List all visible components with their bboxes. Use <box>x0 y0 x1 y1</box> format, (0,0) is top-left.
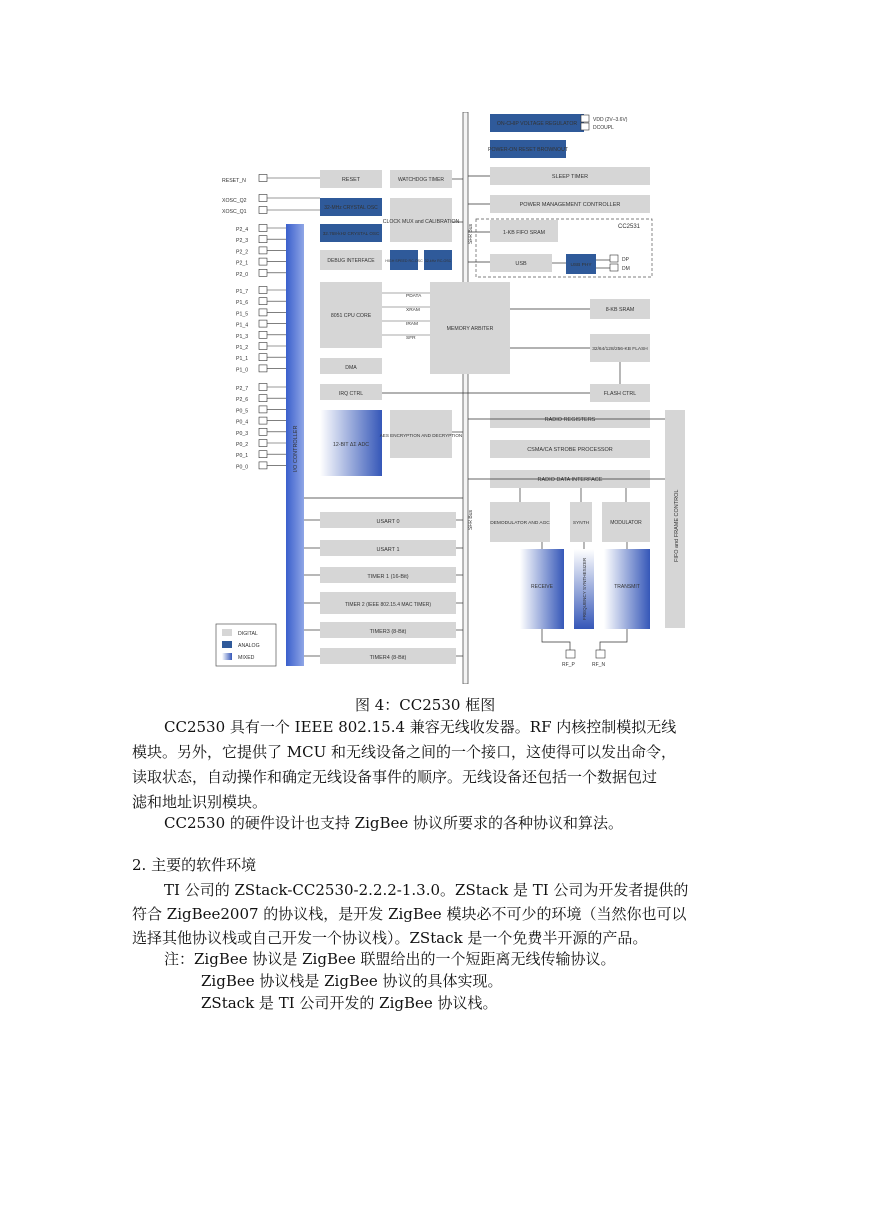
port-pin-label: P1_4 <box>236 322 249 329</box>
dp-label: DP <box>622 257 629 263</box>
port-pin-box <box>259 320 267 327</box>
io-controller-label: I/O CONTROLLER <box>293 425 299 472</box>
bus-sfr-label: SFR <box>406 336 416 341</box>
pin-xosc-q1-box <box>259 207 267 214</box>
port-pin-box <box>259 440 267 447</box>
port-pin-label: P2_0 <box>236 271 249 278</box>
port-pin-label: P2_6 <box>236 397 249 404</box>
port-pin-box <box>259 309 267 316</box>
dm-label: DM <box>622 266 630 272</box>
port-pin-label: P2_4 <box>236 227 249 233</box>
adc-label: 12-BIT ΔΣ ADC <box>333 442 369 448</box>
usb-phy-label: USB PHY <box>570 263 592 268</box>
note-line-3: ZStack 是 TI 公司开发的 ZigBee 协议栈。 <box>201 994 498 1012</box>
cc2530-block-diagram <box>210 112 686 684</box>
port-pin-label: P1_2 <box>236 345 249 351</box>
port-pin-box <box>259 331 267 338</box>
flash-label: 32/64/128/256-KB FLASH <box>592 347 648 352</box>
xtal-32k-label: 32.768-kHz CRYSTAL OSC <box>322 231 380 236</box>
receive-label: RECEIVE <box>531 584 553 590</box>
ldo-label: ON-CHIP VOLTAGE REGULATOR <box>496 121 578 127</box>
port-pin-label: P0_3 <box>236 430 249 437</box>
port-pin-box <box>259 417 267 424</box>
pin-xosc-q2-label: XOSC_Q2 <box>222 198 247 204</box>
figure-caption: 图 4：CC2530 框图 <box>355 696 496 714</box>
dcoupl-label: DCOUPL <box>593 125 614 131</box>
port-pin-box <box>259 428 267 435</box>
port-pin-box <box>259 269 267 276</box>
pmc-label: POWER MANAGEMENT CONTROLLER <box>519 202 621 208</box>
port-pin-box <box>259 451 267 458</box>
paragraph-line-7: 符合 ZigBee2007 的协议栈，是开发 ZigBee 模块必不可少的环境（当然你也可以 <box>132 905 687 923</box>
sfr-bus-line <box>463 112 468 684</box>
radio-data-interface-label: RADIO DATA INTERFACE <box>537 477 603 483</box>
paragraph-line-5: CC2530 的硬件设计也支持 ZigBee 协议所要求的各种协议和算法。 <box>164 814 624 832</box>
pin-reset-box <box>259 175 267 182</box>
port-pin-box <box>259 354 267 361</box>
port-pin-label: P1_0 <box>236 367 249 374</box>
por-label: POWER-ON RESET BROWNOUT <box>487 147 569 153</box>
port-pin-box <box>259 343 267 350</box>
legend-mixed-swatch <box>222 653 232 660</box>
port-pin-label: P0_5 <box>236 408 249 415</box>
legend-mixed-label: MIXED <box>238 655 255 661</box>
fifo-sram-label: 1-KB FIFO SRAM <box>502 230 546 236</box>
port-pin-box <box>259 365 267 372</box>
rf-p-label: RF_P <box>562 662 575 668</box>
timer1-label: TIMER 1 (16-Bit) <box>367 574 409 580</box>
port-pin-label: P1_7 <box>236 289 249 295</box>
port-pin-box <box>259 287 267 294</box>
cc2531-label: CC2531 <box>618 224 641 230</box>
sleep-timer-label: SLEEP TIMER <box>551 174 589 180</box>
port-pin-box <box>259 384 267 391</box>
bus-pdata-label: PDATA <box>406 294 422 299</box>
port-pin-label: P1_5 <box>236 311 249 318</box>
pin-xosc-q1-label: XOSC_Q1 <box>222 209 247 215</box>
port-pin-label: P0_0 <box>236 464 249 471</box>
port-pin-label: P1_6 <box>236 300 249 307</box>
modulator-label: MODULATOR <box>610 520 642 526</box>
note-line-1: 注：ZigBee 协议是 ZigBee 联盟给出的一个短距离无线传输协议。 <box>164 950 616 968</box>
cpu-label: 8051 CPU CORE <box>330 313 372 319</box>
timer3-label: TIMER3 (8-Bit) <box>369 629 407 635</box>
flash-ctrl-label: FLASH CTRL <box>603 391 637 397</box>
watchdog-label: WATCHDOG TIMER <box>397 177 445 183</box>
fifo-frame-control-label: FIFO and FRAME CONTROL <box>674 489 680 562</box>
port-pin-label: P2_2 <box>236 249 249 256</box>
transmit-label: TRANSMIT <box>614 584 640 590</box>
rc-32k-label: 32-kHz RC-OSC <box>424 259 452 263</box>
port-pin-box <box>259 225 267 232</box>
usart0-label: USART 0 <box>376 519 400 525</box>
port-pin-box <box>259 462 267 469</box>
port-pin-label: P2_3 <box>236 238 249 245</box>
clock-mux-label: CLOCK MUX and CALIBRATION <box>382 219 460 225</box>
port-pin-box <box>259 247 267 254</box>
port-pin-box <box>259 406 267 413</box>
sram-label: 8-KB SRAM <box>605 307 635 313</box>
sfr-bus-label-1: SFR Bus <box>468 223 474 244</box>
irq-label: IRQ CTRL <box>338 391 364 397</box>
legend-analog-swatch <box>222 641 232 648</box>
timer2-label: TIMER 2 (IEEE 802.15.4 MAC TIMER) <box>344 602 432 608</box>
port-pin-box <box>259 395 267 402</box>
sfr-bus-label-2: SFR Bus <box>468 509 474 530</box>
dma-label: DMA <box>345 365 357 371</box>
legend-analog-label: ANALOG <box>238 643 260 649</box>
usb-label: USB <box>515 261 527 267</box>
aes-label: AES ENCRYPTION AND DECRYPTION <box>379 433 463 438</box>
port-pin-label: P2_7 <box>236 386 249 392</box>
csma-label: CSMA/CA STROBE PROCESSOR <box>527 447 613 453</box>
port-pin-box <box>259 236 267 243</box>
port-pin-label: P0_4 <box>236 419 249 426</box>
rf-n-label: RF_N <box>592 662 606 668</box>
timer4-label: TIMER4 (8-Bit) <box>369 655 407 661</box>
port-pin-label: P2_1 <box>236 260 249 267</box>
bus-xram-label: XRAM <box>406 308 420 313</box>
synth-label: SYNTH <box>572 521 590 526</box>
pin-xosc-q2-box <box>259 195 267 202</box>
radio-registers-label: RADIO REGISTERS <box>544 417 596 423</box>
legend-digital-label: DIGITAL <box>238 631 258 637</box>
xtal-32m-label: 32-MHz CRYSTAL OSC <box>324 205 378 211</box>
legend-digital-swatch <box>222 629 232 636</box>
vdd-label: VDD (2V–3.6V) <box>593 117 628 123</box>
port-pin-group <box>236 175 320 471</box>
paragraph-line-6: TI 公司的 ZStack-CC2530-2.2.2-1.3.0。ZStack 是 TI 公司为开发者提供的 <box>164 881 689 899</box>
paragraph-line-8: 选择其他协议栈或自己开发一个协议栈）。ZStack 是一个免费半开源的产品。 <box>132 929 648 947</box>
debug-label: DEBUG INTERFACE <box>327 258 375 264</box>
port-pin-label: P0_1 <box>236 453 249 460</box>
note-line-2: ZigBee 协议栈是 ZigBee 协议的具体实现。 <box>201 972 503 990</box>
paragraph-line-2: 模块。另外，它提供了 MCU 和无线设备之间的一个接口，这使得可以发出命令， <box>132 743 677 761</box>
paragraph-line-1: CC2530 具有一个 IEEE 802.15.4 兼容无线收发器。RF 内核控制模拟无线 <box>164 718 677 736</box>
demodulator-label: DEMODULATOR AND AGC <box>490 521 550 526</box>
port-pin-label: P0_2 <box>236 442 249 448</box>
paragraph-line-3: 读取状态，自动操作和确定无线设备事件的顺序。无线设备还包括一个数据包过 <box>132 768 658 786</box>
reset-label: RESET <box>341 177 361 183</box>
port-pin-box <box>259 298 267 305</box>
paragraph-line-4: 滤和地址识别模块。 <box>132 793 268 811</box>
section-heading: 2. 主要的软件环境 <box>132 856 257 874</box>
usart1-label: USART 1 <box>376 547 400 553</box>
memory-arbiter-label: MEMORY ARBITER <box>446 326 494 332</box>
bus-iram-label: IRAM <box>406 322 418 327</box>
frequency-synth-label: FREQUENCY SYNTHESIZER <box>582 557 587 620</box>
port-pin-box <box>259 258 267 265</box>
hs-rc-osc-label: HIGH SPEED RC-OSC <box>385 259 423 263</box>
port-pin-label: P1_3 <box>236 333 249 340</box>
port-pin-label: P1_1 <box>236 356 249 363</box>
pin-reset-label: RESET_N <box>222 178 246 184</box>
